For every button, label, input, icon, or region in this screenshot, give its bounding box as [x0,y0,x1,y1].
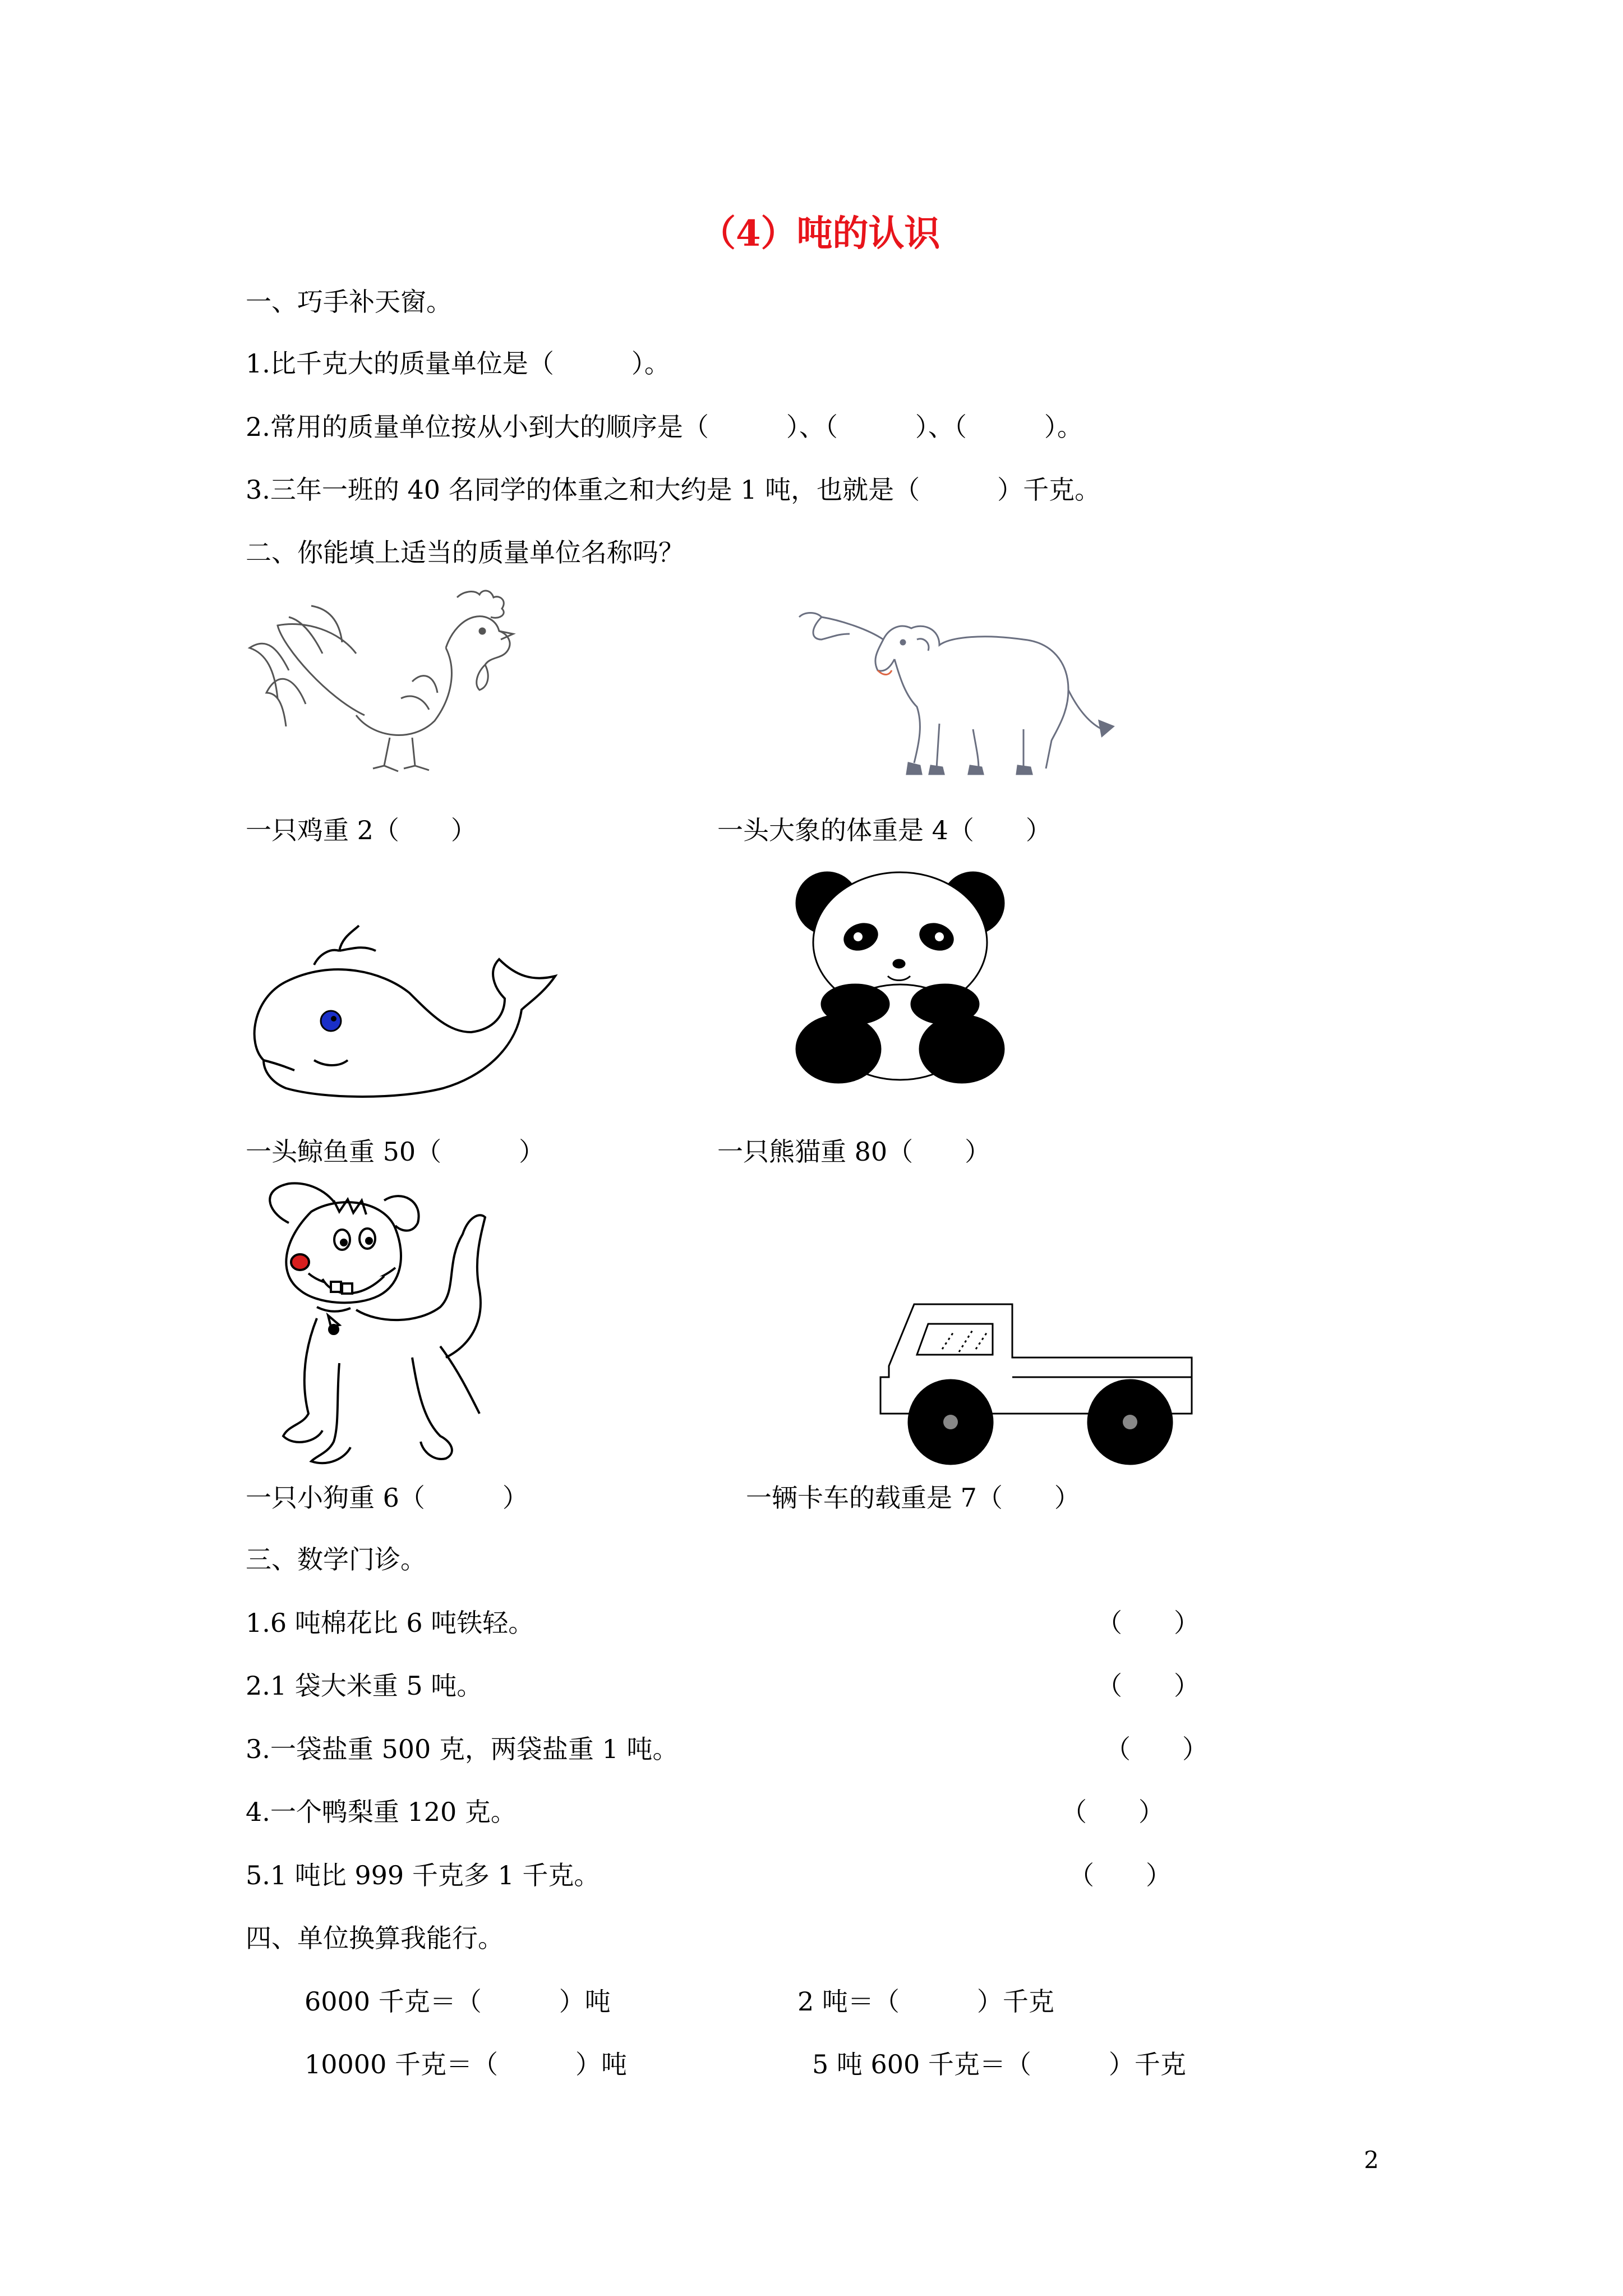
page-title: （4）吨的认识 [700,213,940,255]
caption-rooster: 一只鸡重 2（ ） [246,815,477,845]
conversion-2: 2 吨＝（ ）千克 [797,1986,1054,2017]
panda-icon [794,864,1007,1088]
judgement-3: 3.一袋盐重 500 克，两袋盐重 1 吨。 [246,1734,679,1764]
caption-panda: 一只熊猫重 80（ ） [717,1137,991,1167]
caption-elephant: 一头大象的体重是 4（ ） [717,815,1052,845]
question-1-1: 1.比千克大的质量单位是（ ）。 [246,348,670,379]
conversion-4: 5 吨 600 千克＝（ ）千克 [812,2049,1186,2079]
question-1-3: 3.三年一班的 40 名同学的体重之和大约是 1 吨，也就是（ ）千克。 [246,475,1101,505]
caption-dog: 一只小狗重 6（ ） [246,1483,528,1513]
caption-truck: 一辆卡车的载重是 7（ ） [746,1483,1080,1513]
judgement-2: 2.1 袋大米重 5 吨。 [246,1671,483,1701]
rooster-icon [244,586,524,777]
judgement-1-bracket: （ ） [1096,1608,1200,1638]
judgement-5-bracket: （ ） [1068,1860,1172,1890]
section-2-heading: 二、你能填上适当的质量单位名称吗？ [246,537,684,568]
judgement-4: 4.一个鸭梨重 120 克。 [246,1797,517,1827]
section-4-heading: 四、单位换算我能行。 [246,1923,504,1953]
judgement-3-bracket: （ ） [1105,1734,1208,1764]
question-1-2: 2.常用的质量单位按从小到大的顺序是（ ）、（ ）、（ ）。 [246,412,1083,442]
dog-icon [255,1178,536,1470]
truck-icon [875,1299,1206,1478]
conversion-1: 6000 千克＝（ ）吨 [305,1986,611,2017]
section-3-heading: 三、数学门诊。 [246,1544,426,1575]
judgement-5: 5.1 吨比 999 千克多 1 千克。 [246,1860,600,1890]
caption-whale: 一头鲸鱼重 50（ ） [246,1137,545,1167]
judgement-4-bracket: （ ） [1061,1797,1164,1827]
judgement-1: 1.6 吨棉花比 6 吨铁轻。 [246,1608,534,1638]
conversion-3: 10000 千克＝（ ）吨 [305,2049,627,2079]
page-number: 2 [1364,2146,1379,2174]
elephant-icon [788,606,1119,780]
whale-icon [241,920,600,1105]
section-1-heading: 一、巧手补天窗。 [246,287,452,317]
judgement-2-bracket: （ ） [1096,1671,1200,1701]
